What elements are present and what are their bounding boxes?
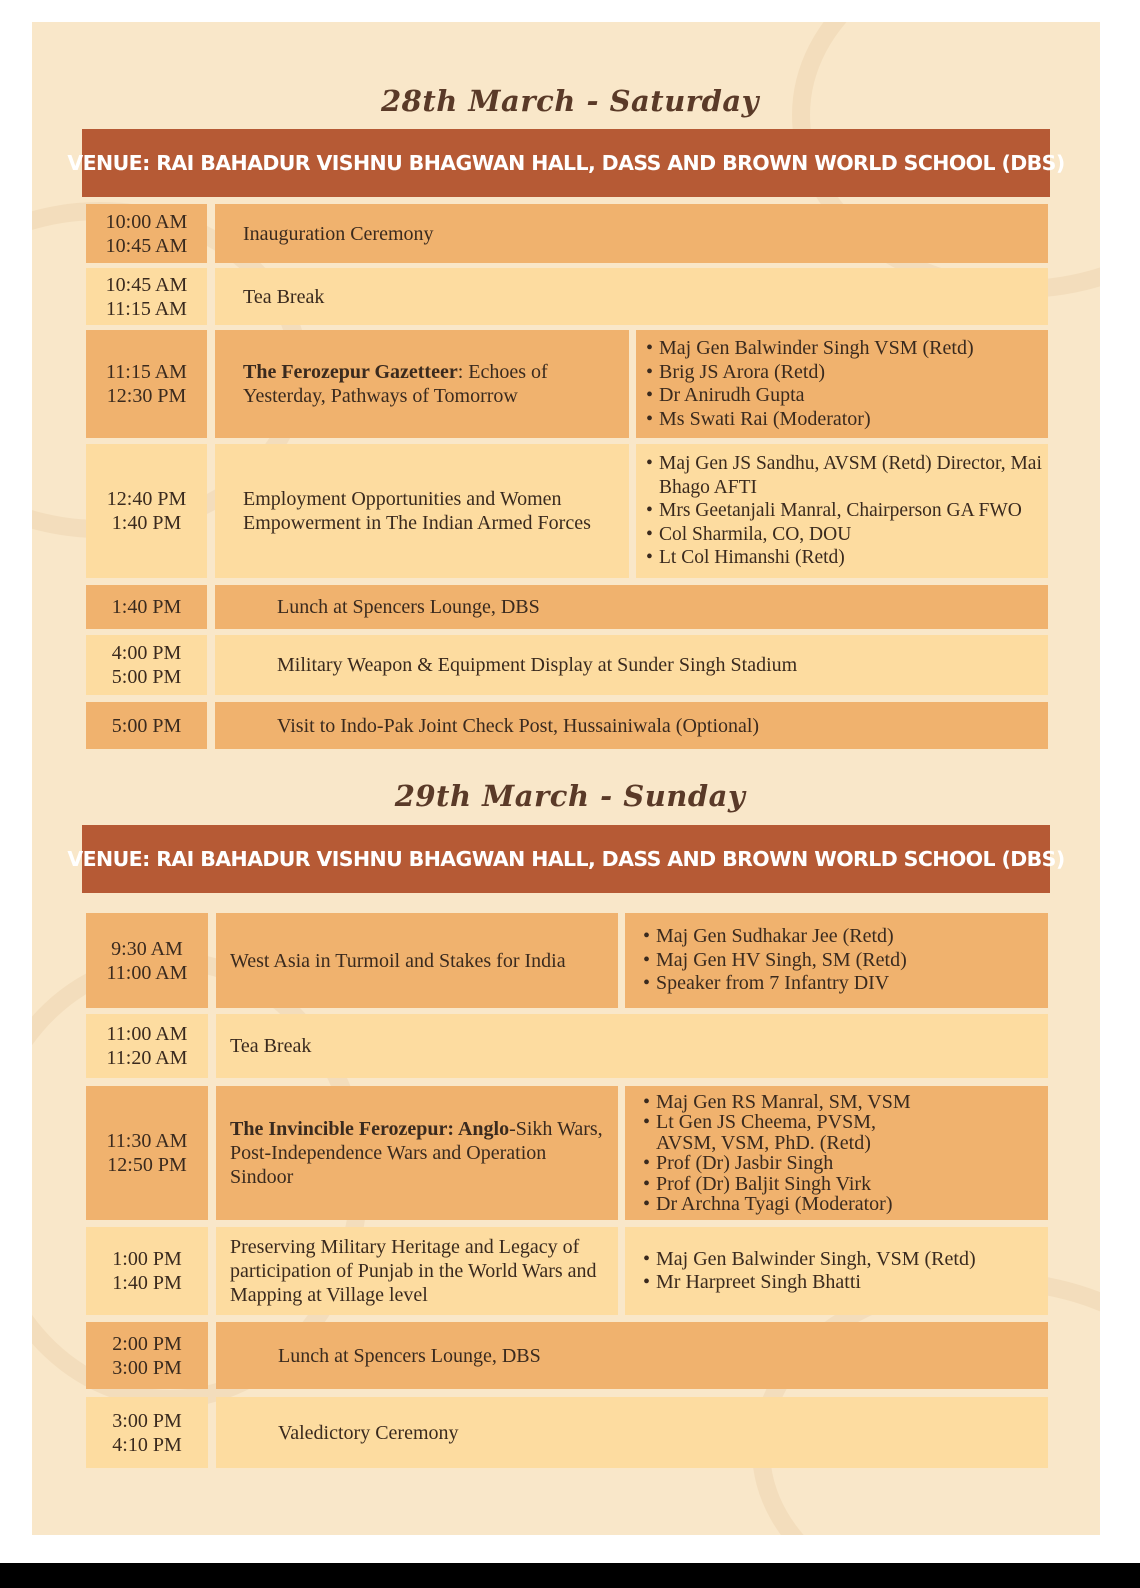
time-cell — [86, 1322, 208, 1389]
event-cell — [216, 1014, 1048, 1078]
start-time: 10:45 AM — [105, 273, 188, 296]
start-time: 9:30 AM — [111, 937, 183, 960]
day1-title: 28th March - Saturday — [381, 84, 759, 118]
time-cell — [86, 204, 207, 263]
event-title-rest: -Sikh Wars, Post-Independence Wars and Operation Sindoor — [230, 1118, 603, 1188]
event-title: Visit to Indo-Pak Joint Check Post, Hussainiwala (Optional) — [277, 714, 760, 737]
end-time: 11:20 AM — [106, 1047, 188, 1069]
event-cell — [215, 330, 629, 438]
event-title: Lunch at Spencers Lounge, DBS — [277, 596, 540, 618]
event-cell — [215, 444, 629, 578]
speakers-cell: • Maj Gen JS Sandhu, AVSM (Retd) Director, Mai Bhago AFTI • Mrs Geetanjali Manral, Chairperson GA FWO • Col Sharmila, CO, DOU • Lt Col Himanshi (Retd) — [636, 444, 1048, 578]
speaker-name: Col Sharmila, CO, DOU — [659, 523, 852, 545]
speaker-name: Maj Gen JS Sandhu, AVSM (Retd) Director, Mai Bhago AFTI — [659, 453, 1042, 498]
end-time: 1:40 PM — [111, 512, 182, 534]
time-cell — [86, 1397, 208, 1468]
event-cell — [215, 635, 1048, 695]
time-cell — [86, 1014, 208, 1078]
start-time: 12:40 PM — [106, 488, 187, 510]
speaker-name: Maj Gen HV Singh, SM (Retd) — [656, 948, 907, 971]
speaker-name: Lt Col Himanshi (Retd) — [659, 547, 845, 569]
event-cell — [216, 1227, 618, 1315]
end-time: 12:50 PM — [107, 1154, 187, 1176]
speakers-cell: • Maj Gen Sudhakar Jee (Retd) • Maj Gen HV Singh, SM (Retd) • Speaker from 7 Infantry DIV — [625, 913, 1048, 1008]
event-cell — [216, 1322, 1048, 1389]
speaker-name: Speaker from 7 Infantry DIV — [656, 972, 890, 995]
event-cell — [215, 585, 1048, 629]
speaker-name: Prof (Dr) Baljit Singh Virk — [656, 1172, 872, 1195]
event-title: West Asia in Turmoil and Stakes for India — [230, 949, 566, 972]
speaker-name: Maj Gen Balwinder Singh VSM (Retd) — [659, 337, 974, 359]
event-cell — [216, 1086, 618, 1220]
start-time: 1:40 PM — [111, 596, 182, 618]
speaker-name: Maj Gen Balwinder Singh, VSM (Retd) — [656, 1247, 976, 1270]
event-cell — [215, 204, 1048, 263]
time-cell — [86, 268, 207, 325]
end-time: 10:45 AM — [105, 234, 188, 257]
time-cell — [86, 1086, 208, 1220]
time-cell — [86, 635, 207, 695]
end-time: 4:10 PM — [112, 1433, 182, 1456]
event-title: Preserving Military Heritage and Legacy of participation of Punjab in the World Wars and Mapping at Village level — [230, 1236, 597, 1306]
speaker-name: Maj Gen Sudhakar Jee (Retd) — [656, 925, 894, 948]
end-time: 12:30 PM — [106, 385, 187, 407]
event-title — [243, 360, 617, 408]
start-time: 4:00 PM — [111, 642, 182, 664]
speaker-name: Dr Anirudh Gupta — [659, 384, 805, 406]
time-cell — [86, 444, 207, 578]
speakers-cell: • Maj Gen Balwinder Singh, VSM (Retd) • Mr Harpreet Singh Bhatti — [625, 1227, 1048, 1315]
time-cell — [86, 913, 208, 1008]
event-title: Tea Break — [230, 1035, 312, 1057]
event-title: Valedictory Ceremony — [278, 1421, 459, 1444]
speakers-cell: • Maj Gen RS Manral, SM, VSM • Lt Gen JS Cheema, PVSM, AVSM, VSM, PhD. (Retd) • Prof (Dr) Jasbir Singh • Prof (Dr) Baljit Singh Virk • Dr Archna Tyagi (Moderator) — [625, 1086, 1048, 1220]
day1-venue-banner: VENUE: RAI BAHADUR VISHNU BHAGWAN HALL, DASS AND BROWN WORLD SCHOOL (DBS) — [82, 129, 1050, 197]
speaker-name: Mrs Geetanjali Manral, Chairperson GA FWO — [659, 500, 1022, 522]
speakers-cell: • Maj Gen Balwinder Singh VSM (Retd) • Brig JS Arora (Retd) • Dr Anirudh Gupta • Ms Swati Rai (Moderator) — [636, 330, 1048, 438]
speaker-name: Mr Harpreet Singh Bhatti — [656, 1271, 861, 1293]
event-title-bold: The Invincible Ferozepur: Anglo — [230, 1118, 510, 1140]
event-title: Lunch at Spencers Lounge, DBS — [278, 1344, 541, 1367]
event-cell — [215, 268, 1048, 325]
start-time: 2:00 PM — [112, 1332, 182, 1355]
time-cell — [86, 585, 207, 629]
time-cell — [86, 330, 207, 438]
start-time: 10:00 AM — [105, 210, 188, 233]
event-title: Military Weapon & Equipment Display at Sunder Singh Stadium — [277, 654, 798, 676]
day2-title: 29th March - Sunday — [394, 779, 746, 813]
bottom-bar — [0, 1563, 1140, 1588]
time-cell — [86, 1227, 208, 1315]
start-time: 11:15 AM — [106, 361, 187, 383]
start-time: 5:00 PM — [111, 714, 182, 737]
speaker-name: Ms Swati Rai (Moderator) — [659, 407, 871, 430]
speaker-name: Prof (Dr) Jasbir Singh — [656, 1152, 834, 1174]
event-title-rest: : Echoes of Yesterday, Pathways of Tomorrow — [243, 361, 548, 407]
start-time: 1:00 PM — [112, 1248, 182, 1270]
event-cell — [215, 702, 1048, 749]
end-time: 3:00 PM — [112, 1356, 182, 1379]
event-title: Inauguration Ceremony — [243, 222, 434, 245]
start-time: 11:00 AM — [106, 1023, 188, 1045]
day2-venue-banner: VENUE: RAI BAHADUR VISHNU BHAGWAN HALL, DASS AND BROWN WORLD SCHOOL (DBS) — [82, 825, 1050, 893]
event-title: Tea Break — [243, 285, 325, 308]
end-time: 11:15 AM — [106, 297, 187, 320]
speaker-name: Lt Gen JS Cheema, PVSM, AVSM, VSM, PhD. (Retd) — [656, 1111, 876, 1154]
speaker-name: Maj Gen RS Manral, SM, VSM — [656, 1090, 911, 1113]
start-time: 11:30 AM — [106, 1130, 188, 1152]
start-time: 3:00 PM — [112, 1409, 182, 1432]
end-time: 5:00 PM — [111, 666, 182, 688]
event-cell — [216, 913, 618, 1008]
event-title — [230, 1117, 606, 1189]
event-title: Employment Opportunities and Women Empowerment in The Indian Armed Forces — [243, 488, 591, 534]
speaker-name: Dr Archna Tyagi (Moderator) — [656, 1193, 893, 1215]
end-time: 11:00 AM — [106, 961, 188, 984]
event-title-bold: The Ferozepur Gazetteer — [243, 361, 458, 383]
event-cell — [216, 1397, 1048, 1468]
speaker-name: Brig JS Arora (Retd) — [659, 360, 826, 383]
time-cell — [86, 702, 207, 749]
end-time: 1:40 PM — [112, 1272, 182, 1294]
